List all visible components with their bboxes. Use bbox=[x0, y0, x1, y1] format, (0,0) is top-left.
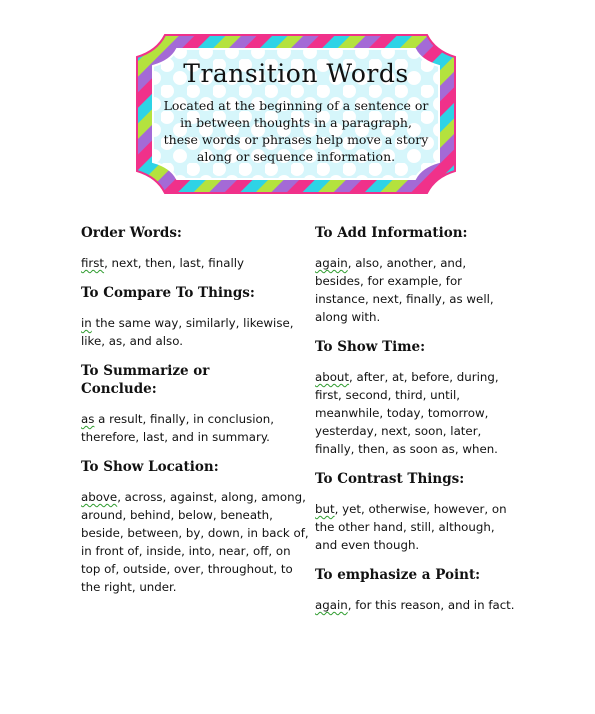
section-add-information bbox=[315, 224, 515, 326]
section-heading: Order Words: bbox=[81, 225, 182, 241]
section-text bbox=[81, 314, 309, 350]
first-word: again bbox=[315, 598, 348, 612]
section-text bbox=[315, 368, 515, 458]
section-location bbox=[81, 458, 309, 596]
first-word: first bbox=[81, 256, 105, 270]
section-contrast bbox=[315, 470, 515, 554]
word-list: , also, another, and, besides, for example, for instance, next, finally, as well, along with. bbox=[315, 256, 494, 324]
word-list: , for this reason, and in fact. bbox=[347, 598, 515, 612]
word-list: , after, at, before, during, first, second, third, until, meanwhile, today, tomorrow, yesterday, next, soon, later, finally, then, as soon as, when. bbox=[315, 370, 499, 456]
section-text bbox=[315, 500, 515, 554]
first-word: but bbox=[315, 502, 335, 516]
right-column bbox=[315, 224, 515, 626]
first-word: in bbox=[81, 316, 92, 330]
section-heading: To Show Time: bbox=[315, 339, 426, 355]
banner-description: Located at the beginning of a sentence or in between thoughts in a paragraph, these words or phrases help move a story along or sequence information. bbox=[163, 98, 429, 164]
section-order-words bbox=[81, 224, 309, 272]
section-heading: To Compare To Things: bbox=[81, 285, 255, 301]
first-word: about bbox=[315, 370, 350, 384]
word-list: a result, finally, in conclusion, therefore, last, and in summary. bbox=[81, 412, 274, 444]
section-text bbox=[81, 488, 309, 596]
section-text bbox=[315, 254, 515, 326]
section-compare bbox=[81, 284, 309, 350]
title-banner bbox=[135, 33, 457, 195]
word-list: the same way, similarly, likewise, like, as, and also. bbox=[81, 316, 294, 348]
section-heading: To Summarize or Conclude: bbox=[81, 363, 210, 397]
left-column bbox=[81, 224, 309, 608]
section-heading: To Add Information: bbox=[315, 225, 468, 241]
word-list: , across, against, along, among, around, behind, below, beneath, beside, between, by, down, in back of, in front of, inside, into, near, off, on top of, outside, over, throughout, to the right, under. bbox=[81, 490, 309, 594]
section-heading: To Contrast Things: bbox=[315, 471, 465, 487]
section-heading: To emphasize a Point: bbox=[315, 567, 481, 583]
section-summarize bbox=[81, 362, 309, 446]
page-title: Transition Words bbox=[183, 59, 409, 88]
first-word: as bbox=[81, 412, 95, 426]
first-word: again bbox=[315, 256, 348, 270]
word-list: , yet, otherwise, however, on the other hand, still, although, and even though. bbox=[315, 502, 507, 552]
section-show-time bbox=[315, 338, 515, 458]
section-text bbox=[81, 254, 309, 272]
first-word: above bbox=[81, 490, 118, 504]
section-text bbox=[81, 410, 309, 446]
section-heading: To Show Location: bbox=[81, 459, 219, 475]
section-text bbox=[315, 596, 515, 614]
word-list: , next, then, last, finally bbox=[104, 256, 244, 270]
section-emphasize bbox=[315, 566, 515, 614]
